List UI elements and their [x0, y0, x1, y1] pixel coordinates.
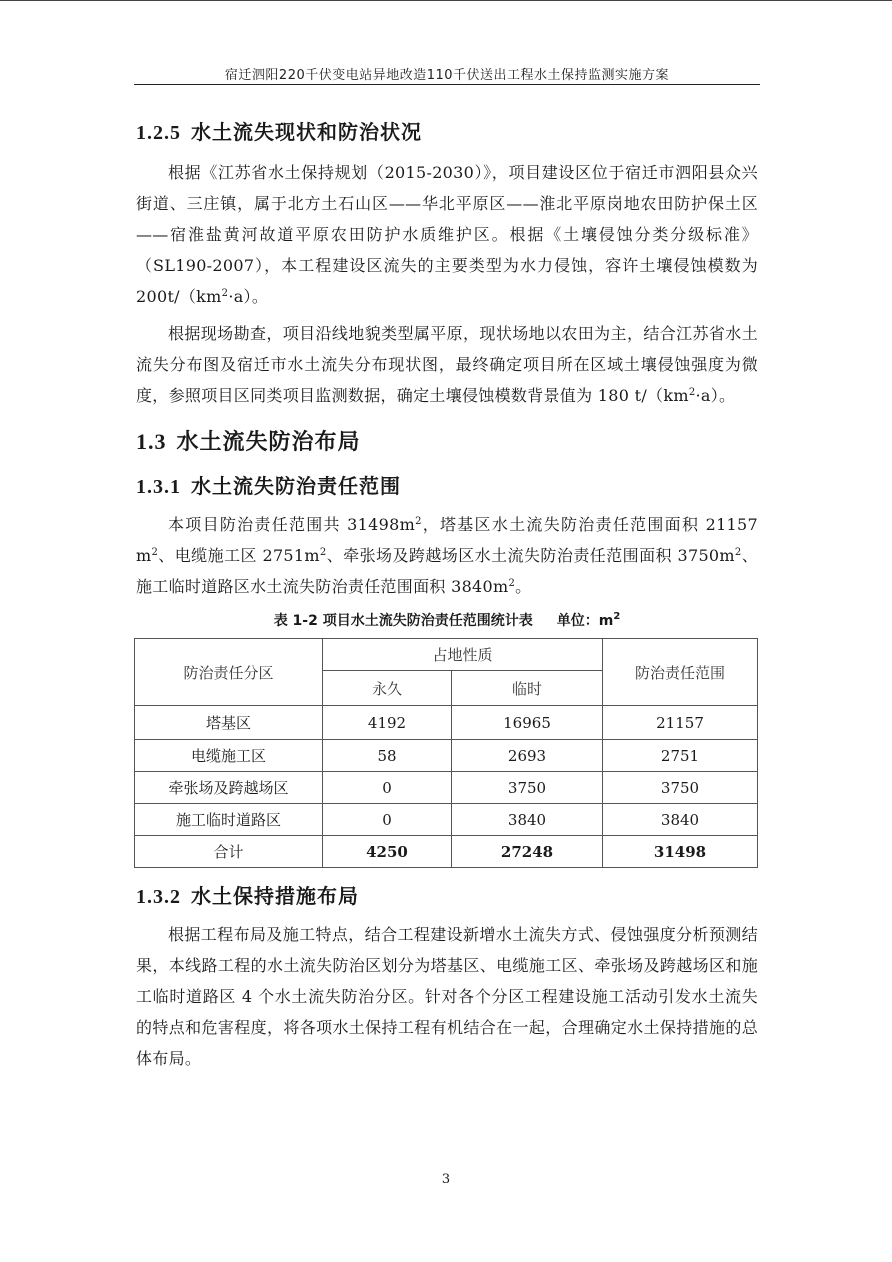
- table-caption: [136, 610, 758, 630]
- superscript: 2: [508, 578, 516, 589]
- cell-permanent: 4192: [323, 706, 452, 740]
- responsibility-scope-table: [134, 638, 758, 868]
- superscript: 2: [319, 547, 327, 558]
- cell-scope: 31498: [603, 836, 758, 868]
- table-row: [135, 772, 758, 804]
- cell-zone: 电缆施工区: [135, 740, 323, 772]
- section-title: 水土流失防治责任范围: [191, 474, 401, 498]
- table-row: [135, 804, 758, 836]
- running-header: 宿迁泗阳220千伏变电站异地改造110千伏送出工程水土保持监测实施方案: [224, 68, 670, 83]
- header-temporary: 临时: [452, 671, 603, 706]
- cell-permanent: 0: [323, 772, 452, 804]
- table-header-row: [135, 639, 758, 671]
- table-total-row: [135, 836, 758, 868]
- cell-permanent: 4250: [323, 836, 452, 868]
- paragraph-text: 、施工临时道路区水土流失防治责任范围面积 3840m: [136, 546, 759, 596]
- section-number: 1.3: [136, 429, 167, 454]
- paragraph-text: 。: [515, 577, 532, 596]
- cell-temporary: 2693: [452, 740, 603, 772]
- section-number: 1.3.2: [136, 886, 181, 908]
- superscript: 2: [221, 288, 229, 299]
- header-land-type: 占地性质: [323, 639, 603, 671]
- paragraph-text: ，塔基区水土流失防治责任范围面积 21157 m: [136, 515, 758, 565]
- cell-temporary: 3750: [452, 772, 603, 804]
- cell-zone: 合计: [135, 836, 323, 868]
- cell-zone: 施工临时道路区: [135, 804, 323, 836]
- paragraph-text: 本项目防治责任范围共 31498m: [168, 515, 416, 534]
- page-content: [136, 116, 758, 1074]
- section-title: 水土流失防治布局: [176, 430, 361, 455]
- cell-temporary: 16965: [452, 706, 603, 740]
- paragraph-text: 、牵张场及跨越场区水土流失防治责任范围面积 3750m: [326, 546, 735, 565]
- header-scope: 防治责任范围: [603, 639, 758, 706]
- section-title: 水土保持措施布局: [191, 884, 359, 908]
- header-rule: [134, 84, 760, 85]
- cell-temporary: 3840: [452, 804, 603, 836]
- cell-zone: 塔基区: [135, 706, 323, 740]
- paragraph-text: ·a）。: [695, 386, 736, 405]
- section-heading-1-3-2: [136, 880, 758, 909]
- paragraph-1-2-5-a: [136, 157, 758, 312]
- paragraph-text: 、电缆施工区 2751m: [158, 546, 320, 565]
- cell-scope: 3840: [603, 804, 758, 836]
- cell-zone: 牵张场及跨越场区: [135, 772, 323, 804]
- table-unit-text: 单位：m: [556, 613, 614, 629]
- section-heading-1-3-1: [136, 470, 758, 499]
- table-caption-text: 表 1-2 项目水土流失防治责任范围统计表: [273, 613, 533, 629]
- table-row: [135, 706, 758, 740]
- header-zone: 防治责任分区: [135, 639, 323, 706]
- superscript: 2: [415, 516, 422, 527]
- table-row: [135, 740, 758, 772]
- page-top-border: [0, 0, 892, 1]
- page-number: 3: [441, 1172, 451, 1187]
- cell-temporary: 27248: [452, 836, 603, 868]
- cell-scope: 2751: [603, 740, 758, 772]
- section-number: 1.3.1: [136, 476, 181, 498]
- paragraph-1-3-2: 根据工程布局及施工特点，结合工程建设新增水土流失方式、侵蚀强度分析预测结果，本线路工程的水土流失防治区划分为塔基区、电缆施工区、牵张场及跨越场区和施工临时道路区 4 个水土流失防治分区。针对各个分区工程建设施工活动引发水土流失的特点和危害程度，将各项水土保持工程有机结合在一起，合理确定水土保持措施的总体布局。: [136, 925, 758, 1068]
- section-number: 1.2.5: [136, 122, 181, 144]
- superscript: 2: [613, 611, 621, 622]
- table-unit: [557, 613, 621, 629]
- paragraph-1-3-1: [136, 509, 758, 602]
- superscript: 2: [688, 387, 696, 398]
- paragraph-text: 根据《江苏省水土保持规划（2015-2030）》，项目建设区位于宿迁市泗阳县众兴街道、三庄镇，属于北方土石山区——华北平原区——淮北平原岗地农田防护保土区——宿淮盐黄河故道平原农田防护水质维护区。根据《土壤侵蚀分类分级标准》（SL190-2007），本工程建设区流失的主要类型为水力侵蚀，容许土壤侵蚀模数为 200t/（km: [136, 163, 758, 306]
- cell-permanent: 58: [323, 740, 452, 772]
- superscript: 2: [734, 547, 742, 558]
- header-permanent: 永久: [323, 671, 452, 706]
- cell-scope: 21157: [603, 706, 758, 740]
- section-heading-1-3: [136, 425, 758, 456]
- cell-scope: 3750: [603, 772, 758, 804]
- section-heading-1-2-5: [136, 116, 758, 145]
- superscript: 2: [151, 547, 159, 558]
- paragraph-1-2-5-b: [136, 318, 758, 411]
- cell-permanent: 0: [323, 804, 452, 836]
- section-title: 水土流失现状和防治状况: [191, 120, 422, 144]
- paragraph-text: 根据现场勘查，项目沿线地貌类型属平原，现状场地以农田为主，结合江苏省水土流失分布图及宿迁市水土流失分布现状图，最终确定项目所在区域土壤侵蚀强度为微度，参照项目区同类项目监测数据，确定土壤侵蚀模数背景值为 180 t/（km: [136, 324, 758, 405]
- paragraph-text: ·a）。: [228, 287, 269, 306]
